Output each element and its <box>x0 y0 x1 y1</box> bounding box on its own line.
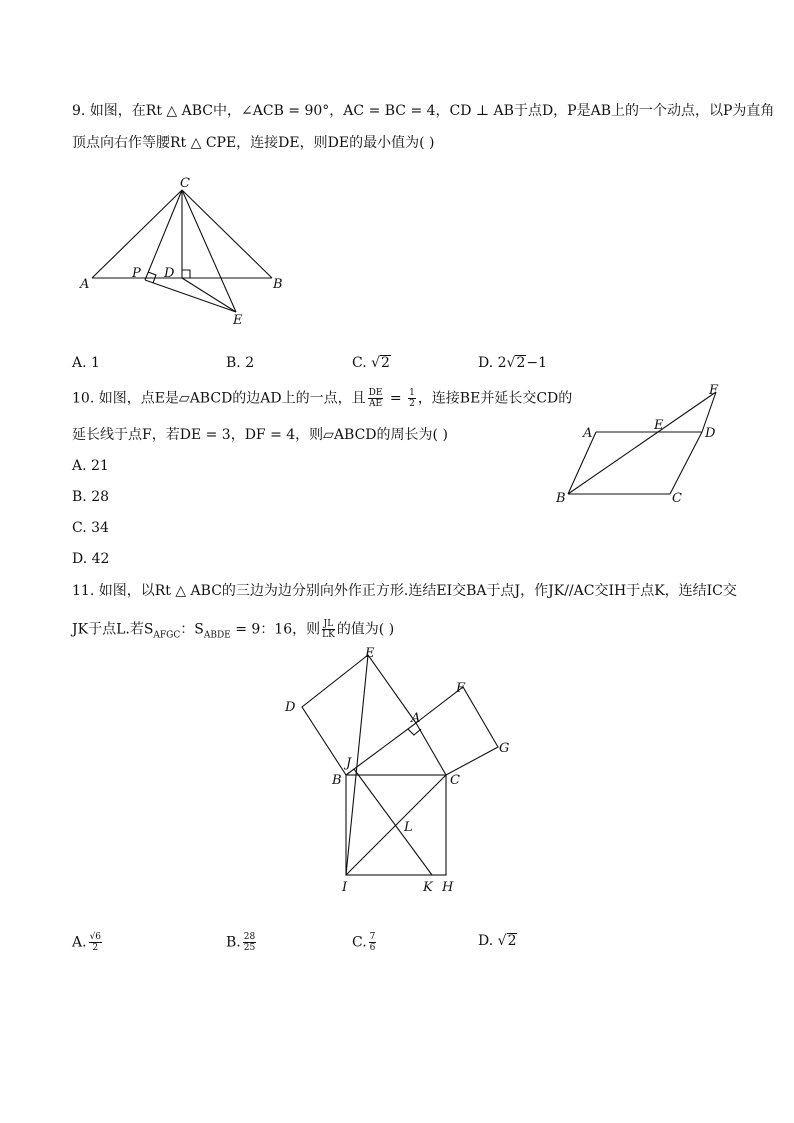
q9-label-e: E <box>233 313 243 328</box>
q9-label-d: D <box>164 266 175 281</box>
q10-figure <box>550 378 730 510</box>
q11-label-i: I <box>342 880 348 895</box>
q10-option-c: C. 34 <box>72 520 109 536</box>
q11-option-b: B. $\frac{28}{25}$ <box>226 932 256 953</box>
q11-option-c: C. $\frac{7}{6}$ <box>352 932 376 953</box>
q10-label-b: B <box>556 491 566 506</box>
q9-label-b: B <box>273 277 283 292</box>
q11-label-f: F <box>456 681 466 696</box>
q10-option-b: B. 28 <box>72 489 110 505</box>
q11-label-c: C <box>450 773 460 788</box>
q11-label-h: H <box>442 880 454 895</box>
q9-stem-line1: 9. 如图，在Rt △ ABC中，∠ACB = 90°，AC = BC = 4，CD ⊥ AB于点D，P是AB上的一个动点，以P为直角 <box>72 103 775 119</box>
q11-label-l: L <box>404 820 413 835</box>
q9-option-c: C. √2 <box>352 355 390 371</box>
q11-option-d: D. √2 <box>478 933 517 949</box>
q9-option-d: D. 2√2−1 <box>478 355 548 371</box>
q11-figure <box>280 645 520 900</box>
q9-option-a: A. 1 <box>72 355 100 371</box>
q9-stem-line2: 顶点向右作等腰Rt △ CPE，连接DE，则DE的最小值为( ) <box>72 135 435 151</box>
q11-label-k: K <box>423 880 433 895</box>
q11-fraction-jl-lk: $\frac{JL}{LK}$ <box>322 619 335 640</box>
q10-stem-line2: 延长线于点F，若DE = 3，DF = 4，则▱ABCD的周长为( ) <box>72 427 448 443</box>
q11-label-e: E <box>365 646 375 661</box>
q10-label-c: C <box>672 491 682 506</box>
q11-stem-line2: JK于点L.若$S_{AFGC}$：$S_{ABDE} = 9$：16，则 $\frac{JL}{LK}$ 的值为( ) <box>72 619 395 641</box>
q9-label-p: P <box>132 266 141 281</box>
q9-figure <box>70 170 300 330</box>
q11-label-b: B <box>332 773 342 788</box>
q10-label-e: E <box>654 418 664 433</box>
q10-fraction-half: $\frac{1}{2}$ <box>409 388 415 409</box>
q10-option-d: D. 42 <box>72 551 110 567</box>
q11-label-a: A <box>411 711 421 726</box>
q9-option-b: B. 2 <box>226 355 255 371</box>
q10-label-d: D <box>705 426 716 441</box>
q10-label-f: F <box>709 383 719 398</box>
q10-option-a: A. 21 <box>72 458 109 474</box>
q11-option-a: A. $\frac{√6}{2}$ <box>72 932 102 953</box>
q10-stem-line1: 10. 如图，点E是▱ABCD的边AD上的一点，且 $\frac{DE}{AE}$ = $\frac{1}{2}$ ，连接BE并延长交CD的 <box>72 388 573 409</box>
q9-label-a: A <box>80 277 90 292</box>
q9-label-c: C <box>180 176 190 191</box>
q11-label-g: G <box>499 741 510 756</box>
q10-label-a: A <box>583 426 593 441</box>
q11-label-j: J <box>346 756 352 771</box>
q11-stem-line1: 11. 如图，以Rt △ ABC的三边为边分别向外作正方形.连结EI交BA于点J，作JK//AC交IH于点K，连结IC交 <box>72 583 737 599</box>
q11-label-d: D <box>285 700 296 715</box>
q10-fraction-de-ae: $\frac{DE}{AE}$ <box>368 388 383 409</box>
